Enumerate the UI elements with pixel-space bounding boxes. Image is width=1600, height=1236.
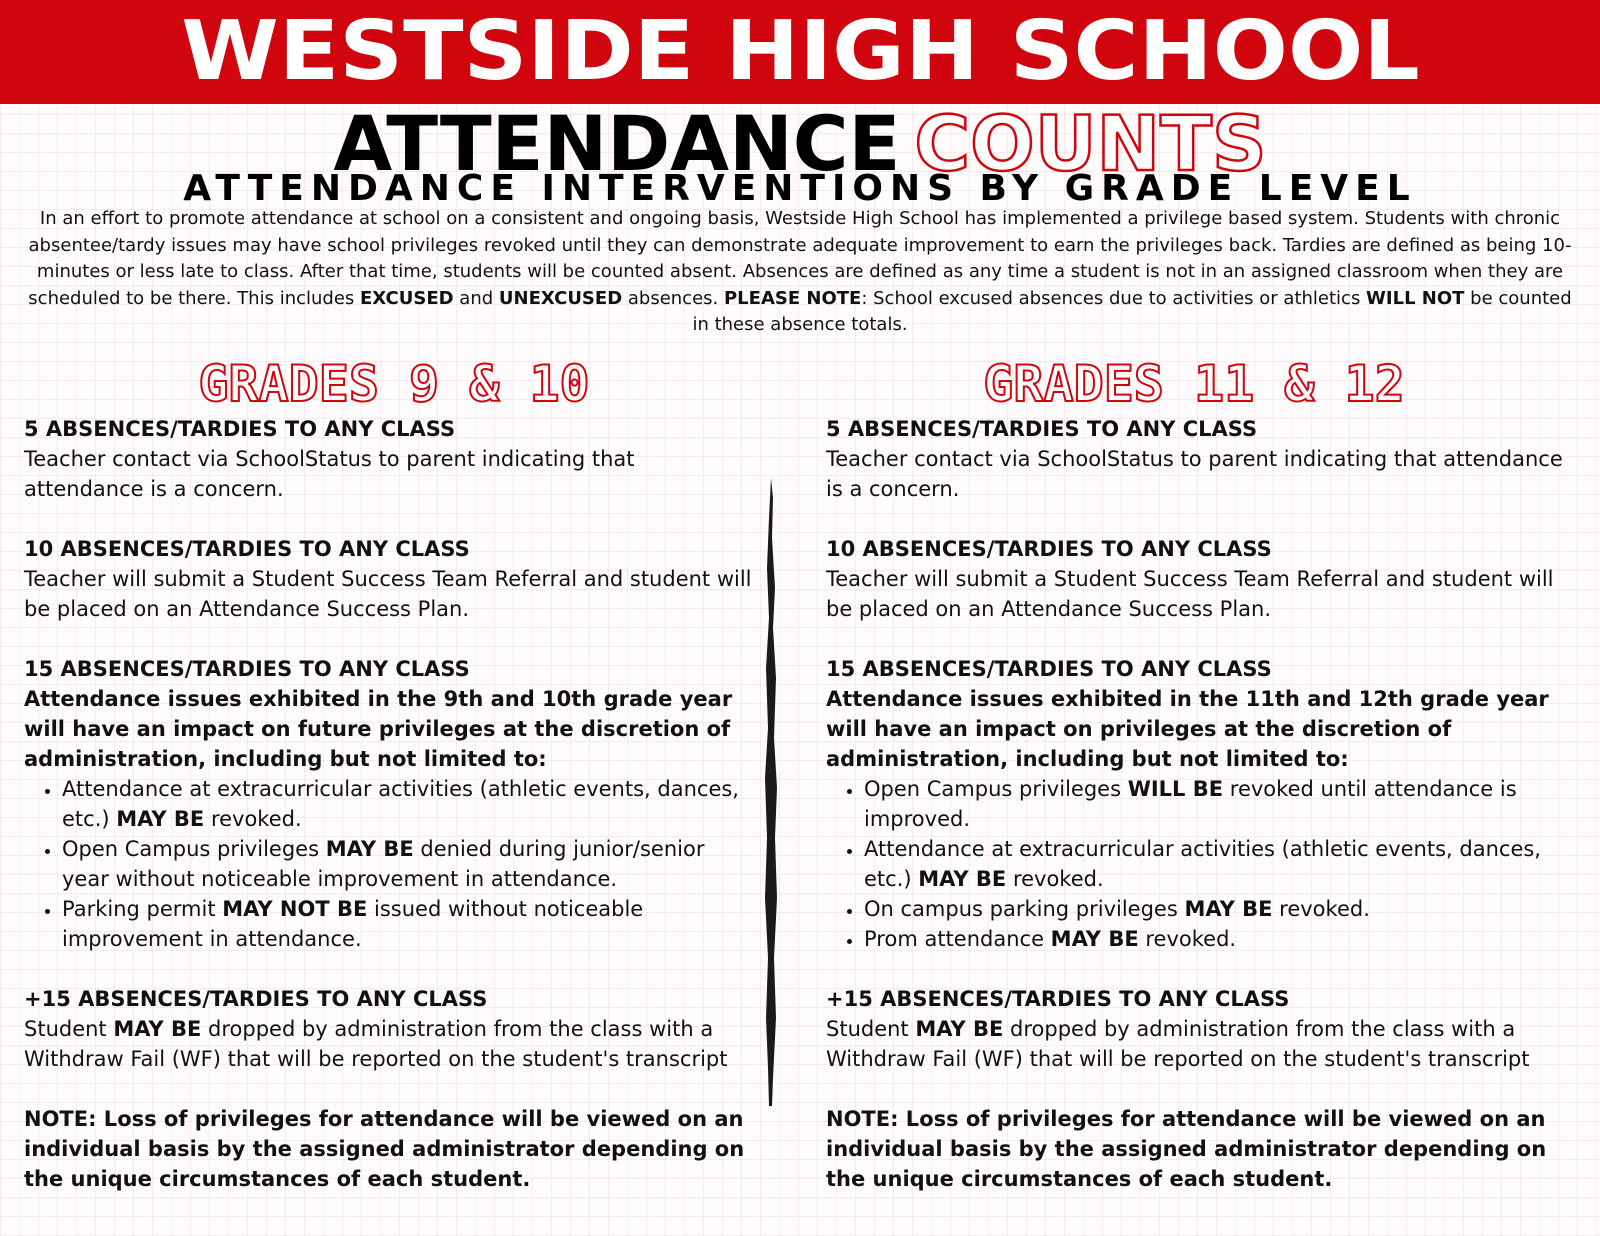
subheadline: ATTENDANCE INTERVENTIONS BY GRADE LEVEL: [183, 168, 1417, 209]
section-15-absences: [24, 654, 754, 954]
item-bold: MAY BE: [325, 837, 414, 861]
consequence-list: [826, 774, 1578, 954]
item-text: revoked.: [204, 807, 302, 831]
grades-11-12-heading: GRADES 11 & 12: [983, 355, 1405, 413]
intro-text: absences.: [622, 287, 724, 309]
list-item: [864, 894, 1578, 924]
headline-counts: COUNTS: [914, 99, 1267, 188]
intro-text: : School excused absences due to activities or athletics: [861, 287, 1367, 309]
section-plus-15-absences: [24, 984, 754, 1074]
list-item: [62, 834, 754, 894]
headline-attendance: ATTENDANCE: [333, 99, 901, 188]
item-text: Parking permit: [62, 897, 223, 921]
section-10-absences: [24, 534, 754, 624]
item-text: Prom attendance: [864, 927, 1051, 951]
section-body: [826, 1014, 1578, 1074]
item-text: revoked.: [1272, 897, 1370, 921]
intro-bold-will-not: WILL NOT: [1366, 287, 1465, 309]
brush-divider: [764, 478, 778, 1106]
intro-bold-please-note: PLEASE NOTE: [723, 287, 862, 309]
item-bold: MAY BE: [918, 867, 1007, 891]
item-text: revoked.: [1006, 867, 1104, 891]
section-body: [24, 1014, 754, 1074]
body-text: Student: [826, 1017, 916, 1041]
section-title: 10 ABSENCES/TARDIES TO ANY CLASS: [24, 537, 470, 561]
section-5-absences: [826, 414, 1578, 504]
item-text: Attendance at extracurricular activities (athletic events, dances, etc.): [864, 837, 1541, 891]
item-text: issued without noticeable improvement in attendance.: [62, 897, 644, 951]
section-5-absences: [24, 414, 754, 504]
consequence-list: [24, 774, 754, 954]
section-plus-15-absences: [826, 984, 1578, 1074]
privileges-note: NOTE: Loss of privileges for attendance will be viewed on an individual basis by the assigned administrator depending on the unique circumstances of each student.: [24, 1107, 745, 1191]
section-body: Attendance issues exhibited in the 11th and 12th grade year will have an impact on privileges at the discretion of administration, including but not limited to:: [826, 687, 1549, 771]
intro-bold-unexcused: UNEXCUSED: [498, 287, 623, 309]
section-body: Teacher will submit a Student Success Team Referral and student will be placed on an Attendance Success Plan.: [826, 567, 1554, 621]
privileges-note: NOTE: Loss of privileges for attendance will be viewed on an individual basis by the assigned administrator depending on the unique circumstances of each student.: [826, 1107, 1547, 1191]
body-bold: MAY BE: [113, 1017, 202, 1041]
item-bold: WILL BE: [1127, 777, 1224, 801]
section-body: Attendance issues exhibited in the 9th and 10th grade year will have an impact on future privileges at the discretion of administration, including but not limited to:: [24, 687, 733, 771]
section-title: 15 ABSENCES/TARDIES TO ANY CLASS: [24, 657, 470, 681]
body-text: dropped by administration from the class with a Withdraw Fail (WF) that will be reported on the student's transcript: [24, 1017, 728, 1071]
item-text: revoked.: [1138, 927, 1237, 951]
item-bold: MAY BE: [1184, 897, 1273, 921]
body-text: Student: [24, 1017, 114, 1041]
intro-text: In an effort to promote attendance at school on a consistent and ongoing basis, Westside High School has implemented a privilege based system. Students with chronic absentee/tardy issues may have school privileges revoked until they can demonstrate adequate improvement to earn the privileges back. Tardies are defined as being 10-minutes or less late to class. After that time, students will be counted absent. Absences are defined as any time a student is not in an assigned classroom when they are scheduled to be there. This includes: [28, 208, 1572, 309]
item-bold: MAY NOT BE: [222, 897, 368, 921]
item-text: On campus parking privileges: [864, 897, 1185, 921]
section-15-absences: [826, 654, 1578, 954]
section-10-absences: [826, 534, 1578, 624]
section-body: Teacher will submit a Student Success Team Referral and student will be placed on an Attendance Success Plan.: [24, 567, 752, 621]
section-title: 5 ABSENCES/TARDIES TO ANY CLASS: [24, 417, 456, 441]
header-banner: [0, 0, 1600, 104]
section-title: 10 ABSENCES/TARDIES TO ANY CLASS: [826, 537, 1272, 561]
list-item: [864, 924, 1578, 954]
intro-text: be counted in these absence totals.: [692, 287, 1572, 336]
section-title: +15 ABSENCES/TARDIES TO ANY CLASS: [826, 987, 1290, 1011]
section-body: Teacher contact via SchoolStatus to parent indicating that attendance is a concern.: [24, 447, 635, 501]
grades-9-10-column: [24, 414, 754, 1194]
grades-11-12-column: [826, 414, 1578, 1194]
section-title: 5 ABSENCES/TARDIES TO ANY CLASS: [826, 417, 1258, 441]
intro-paragraph: [26, 206, 1574, 339]
section-title: +15 ABSENCES/TARDIES TO ANY CLASS: [24, 987, 488, 1011]
list-item: [864, 774, 1578, 834]
item-text: Open Campus privileges: [62, 837, 326, 861]
item-text: revoked until attendance is improved.: [864, 777, 1517, 831]
list-item: [62, 894, 754, 954]
list-item: [62, 774, 754, 834]
intro-bold-excused: EXCUSED: [360, 287, 454, 309]
intro-text: and: [453, 287, 499, 309]
body-text: dropped by administration from the class with a Withdraw Fail (WF) that will be reported on the student's transcript: [826, 1017, 1530, 1071]
item-text: Open Campus privileges: [864, 777, 1128, 801]
section-title: 15 ABSENCES/TARDIES TO ANY CLASS: [826, 657, 1272, 681]
list-item: [864, 834, 1578, 894]
item-text: denied during junior/senior year without noticeable improvement in attendance.: [62, 837, 705, 891]
item-bold: MAY BE: [1050, 927, 1139, 951]
item-bold: MAY BE: [116, 807, 205, 831]
section-body: Teacher contact via SchoolStatus to parent indicating that attendance is a concern.: [826, 447, 1563, 501]
grades-9-10-heading: GRADES 9 & 10: [198, 355, 590, 413]
body-bold: MAY BE: [915, 1017, 1004, 1041]
item-text: Attendance at extracurricular activities (athletic events, dances, etc.): [62, 777, 739, 831]
school-name: WESTSIDE HIGH SCHOOL: [180, 4, 1420, 99]
